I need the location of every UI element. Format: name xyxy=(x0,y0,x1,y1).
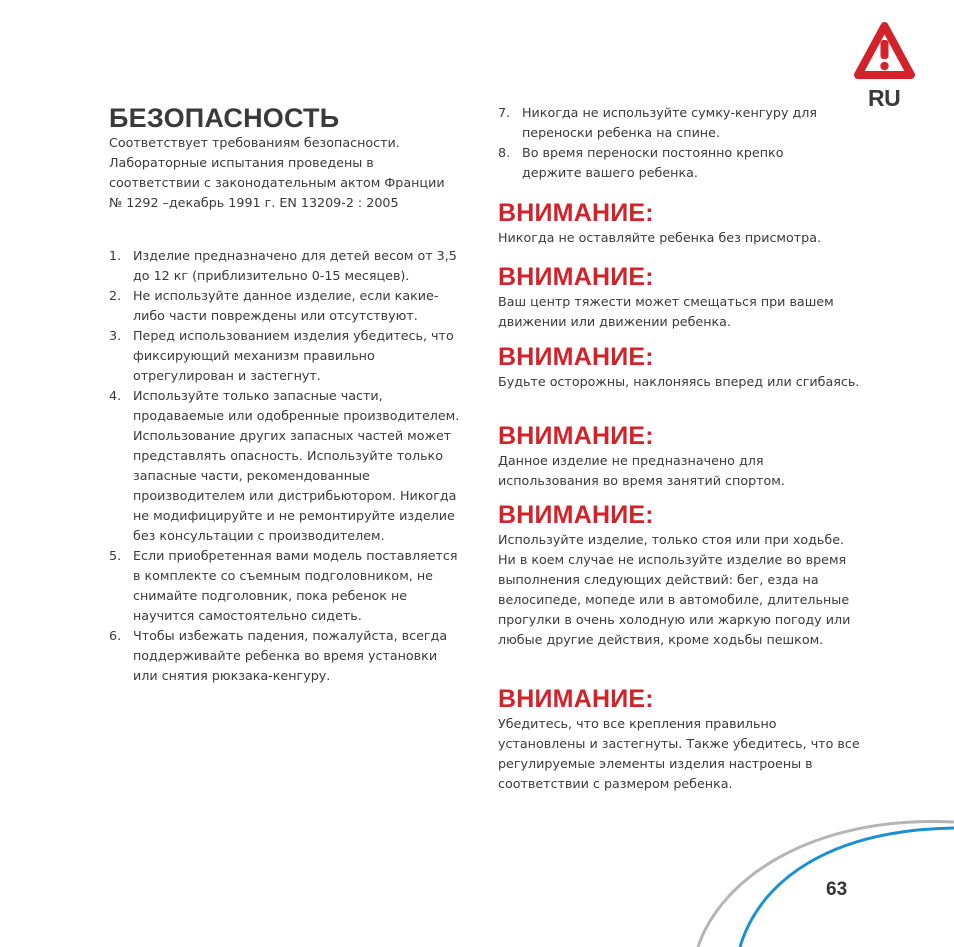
warning-title: ВНИМАНИЕ: xyxy=(498,343,654,371)
intro-paragraph: Соответствует требованиям безопасности. Лабораторные испытания проведены в соответствии с законодательным актом Франции № 1292 –декабрь 1991 г. EN 13209-2 : 2005 xyxy=(109,135,445,210)
rule-number: 2. xyxy=(109,288,122,303)
warning-text: Используйте изделие, только стоя или при ходьбе. Ни в коем случае не используйте изделие во время выполнения следующих действий: бег, езда на велосипеде, мопеде или в автомобиле, длительные прогулки в очень холодную или жаркую погоду или любые другие действия, кроме ходьбы пешком. xyxy=(498,532,851,647)
warning-title: ВНИМАНИЕ: xyxy=(498,685,654,713)
rule-text: Если приобретенная вами модель поставляется в комплекте со съемным подголовником, не снимайте подголовник, пока ребенок не научится самостоятельно сидеть. xyxy=(133,548,458,623)
language-badge: RU xyxy=(868,85,901,111)
warning-title: ВНИМАНИЕ: xyxy=(498,501,654,529)
page-number: 63 xyxy=(826,879,848,900)
warning-text: Убедитесь, что все крепления правильно установлены и застегнуты. Также убедитесь, что все регулируемые элементы изделия настроены в соответствии с размером ребенка. xyxy=(498,716,860,791)
warning-text: Никогда не оставляйте ребенка без присмотра. xyxy=(498,230,822,245)
warning-text: Будьте осторожны, наклоняясь вперед или сгибаясь. xyxy=(498,374,860,389)
rule-number: 6. xyxy=(109,628,122,643)
rule-text: Не используйте данное изделие, если какие-либо части повреждены или отсутствуют. xyxy=(133,288,439,323)
warning-title: ВНИМАНИЕ: xyxy=(498,199,654,227)
rule-text: Изделие предназначено для детей весом от 3,5 до 12 кг (приблизительно 0-15 месяцев). xyxy=(133,248,457,283)
rule-text: Используйте только запасные части, продаваемые или одобренные производителем. Использование других запасных частей может представлять опасность. Используйте только запасные части, рекомендованные производителем или дистрибьютором. Никогда не модифицируйте и не ремонтируйте изделие без консультации с производителем. xyxy=(133,388,460,543)
rule-text: Перед использованием изделия убедитесь, что фиксирующий механизм правильно отрегулирован и застегнут. xyxy=(133,328,454,383)
rule-number: 7. xyxy=(498,105,511,120)
rule-number: 8. xyxy=(498,145,511,160)
rule-text: Чтобы избежать падения, пожалуйста, всегда поддерживайте ребенка во время установки или снятия рюкзака-кенгуру. xyxy=(133,628,448,683)
rule-number: 3. xyxy=(109,328,122,343)
section-heading: БЕЗОПАСНОСТЬ xyxy=(109,103,340,133)
rule-number: 4. xyxy=(109,388,122,403)
warning-text: Ваш центр тяжести может смещаться при вашем движении или движении ребенка. xyxy=(498,294,834,329)
rule-number: 5. xyxy=(109,548,122,563)
warning-title: ВНИМАНИЕ: xyxy=(498,422,654,450)
warning-text: Данное изделие не предназначено для использования во время занятий спортом. xyxy=(498,453,785,488)
rule-number: 1. xyxy=(109,248,122,263)
warning-title: ВНИМАНИЕ: xyxy=(498,263,654,291)
rule-text: Во время переноски постоянно крепко держите вашего ребенка. xyxy=(522,145,784,180)
rule-text: Никогда не используйте сумку-кенгуру для переноски ребенка на спине. xyxy=(522,105,818,140)
